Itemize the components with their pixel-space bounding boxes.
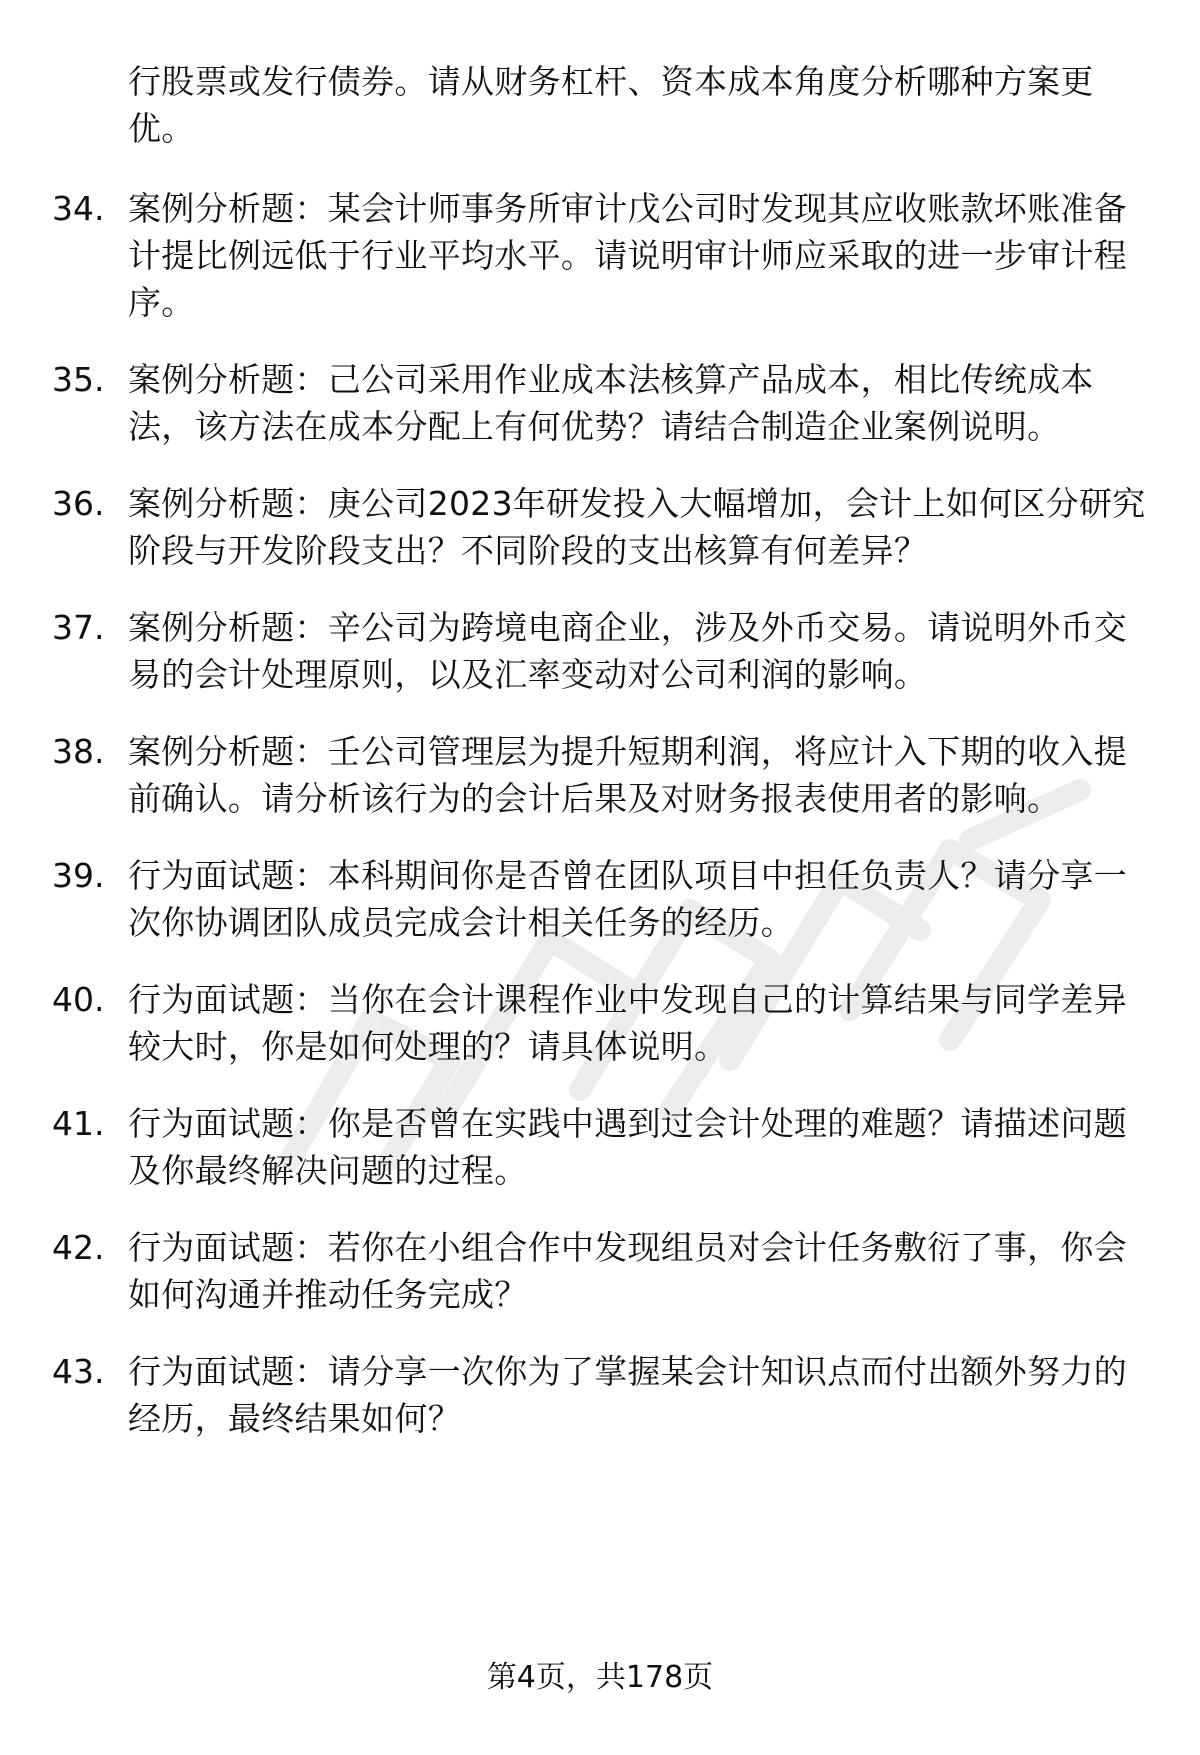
question-text: 案例分析题：辛公司为跨境电商企业，涉及外币交易。请说明外币交易的会计处理原则，以及汇率变动对公司利润的影响。 [128,608,1127,694]
continuation-text: 行股票或发行债券。请从财务杠杆、资本成本角度分析哪种方案更优。 [128,62,1094,148]
question-item [0,852,1200,946]
question-item [0,480,1200,574]
question-item [0,185,1200,326]
question-list [0,185,1200,1472]
question-number: 39. [52,856,105,895]
question-item [0,1348,1200,1442]
question-text: 案例分析题：己公司采用作业成本法核算产品成本，相比传统成本法，该方法在成本分配上有何优势？请结合制造企业案例说明。 [128,360,1094,446]
question-number: 37. [52,608,105,647]
question-text: 案例分析题：壬公司管理层为提升短期利润，将应计入下期的收入提前确认。请分析该行为的会计后果及对财务报表使用者的影响。 [128,732,1127,818]
question-item [0,728,1200,822]
question-text: 案例分析题：庚公司2023年研发投入大幅增加，会计上如何区分研究阶段与开发阶段支出？不同阶段的支出核算有何差异？ [128,484,1146,570]
question-item [0,604,1200,698]
question-text: 行为面试题：本科期间你是否曾在团队项目中担任负责人？请分享一次你协调团队成员完成会计相关任务的经历。 [128,856,1127,942]
question-item [0,1224,1200,1318]
question-text: 行为面试题：你是否曾在实践中遇到过会计处理的难题？请描述问题及你最终解决问题的过程。 [128,1104,1127,1190]
question-number: 36. [52,484,105,523]
page-indicator: 第4页，共178页 [486,1660,714,1695]
question-number: 42. [52,1228,105,1267]
question-item [0,356,1200,450]
question-text: 行为面试题：若你在小组合作中发现组员对会计任务敷衍了事，你会如何沟通并推动任务完成？ [128,1228,1127,1314]
page-footer [0,1658,1200,1698]
question-item [0,1100,1200,1194]
question-text: 行为面试题：当你在会计课程作业中发现自己的计算结果与同学差异较大时，你是如何处理的？请具体说明。 [128,980,1127,1066]
question-number: 34. [52,189,105,228]
question-number: 38. [52,732,105,771]
question-item [0,976,1200,1070]
question-text: 案例分析题：某会计师事务所审计戊公司时发现其应收账款坏账准备计提比例远低于行业平均水平。请说明审计师应采取的进一步审计程序。 [128,189,1127,322]
question-number: 41. [52,1104,105,1143]
question-number: 43. [52,1352,105,1391]
question-number: 40. [52,980,105,1019]
question-number: 35. [52,360,105,399]
question-text: 行为面试题：请分享一次你为了掌握某会计知识点而付出额外努力的经历，最终结果如何？ [128,1352,1127,1438]
